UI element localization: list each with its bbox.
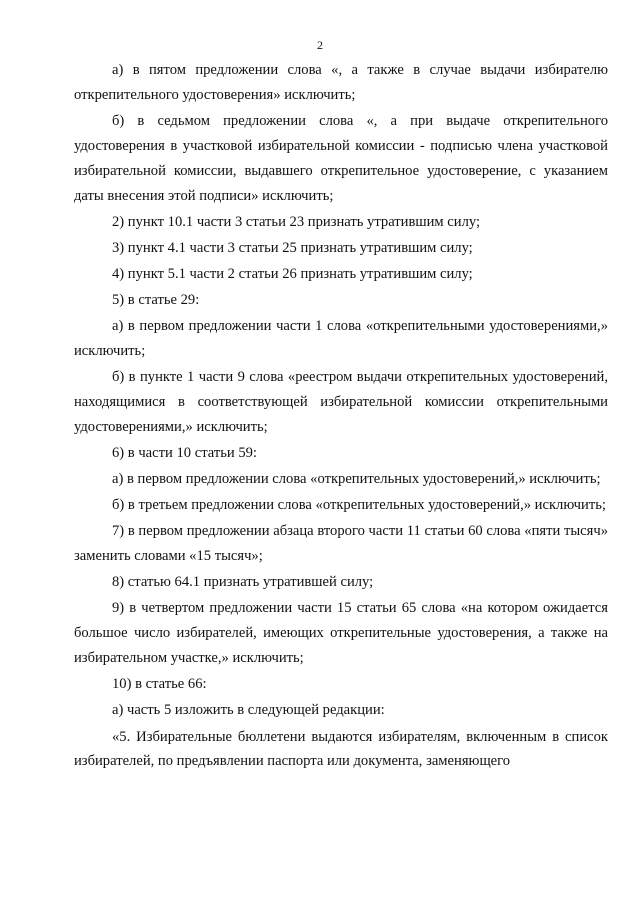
paragraph: б) в пункте 1 части 9 слова «реестром выдачи открепительных удостоверений, находящимися в соответствующей избирательной комиссии открепительными удостоверениями,» исключить; [74,369,608,435]
paragraph: «5. Избирательные бюллетени выдаются избирателям, включенным в список избирателей, по предъявлении паспорта или документа, заменяющего [74,728,608,770]
paragraph: а) в пятом предложении слова «, а также в случае выдачи избирателю открепительного удостоверения» исключить; [74,62,608,103]
paragraph: 2) пункт 10.1 части 3 статьи 23 признать утратившим силу; [112,213,481,230]
paragraph: 10) в статье 66: [112,676,207,693]
paragraph: 6) в части 10 статьи 59: [112,445,257,462]
paragraph: а) часть 5 изложить в следующей редакции: [112,702,385,719]
paragraph: а) в первом предложении части 1 слова «открепительными удостоверениями,» исключить; [74,318,608,360]
page-number: 2 [317,38,323,52]
paragraph: б) в третьем предложении слова «открепительных удостоверений,» исключить; [112,497,606,514]
document-body [74,58,608,776]
paragraph: 7) в первом предложении абзаца второго части 11 статьи 60 слова «пяти тысяч» заменить словами «15 тысяч»; [74,523,608,565]
paragraph: б) в седьмом предложении слова «, а при выдаче открепительного удостоверения в участковой избирательной комиссии - подписью члена участковой избирательной комиссии, выдавшего открепительное удостоверение, с указанием даты внесения этой подписи» исключить; [74,113,608,204]
paragraph: 9) в четвертом предложении части 15 статьи 65 слова «на котором ожидается большое число избирателей, имеющих открепительные удостоверения, а также на избирательном участке,» исключить; [74,600,608,667]
paragraph: 5) в статье 29: [112,292,200,309]
paragraph: 3) пункт 4.1 части 3 статьи 25 признать утратившим силу; [112,239,473,256]
paragraph: а) в первом предложении слова «открепительных удостоверений,» исключить; [112,471,601,488]
paragraph: 8) статью 64.1 признать утратившей силу; [112,574,374,591]
paragraph: 4) пункт 5.1 части 2 статьи 26 признать утратившим силу; [112,266,473,282]
